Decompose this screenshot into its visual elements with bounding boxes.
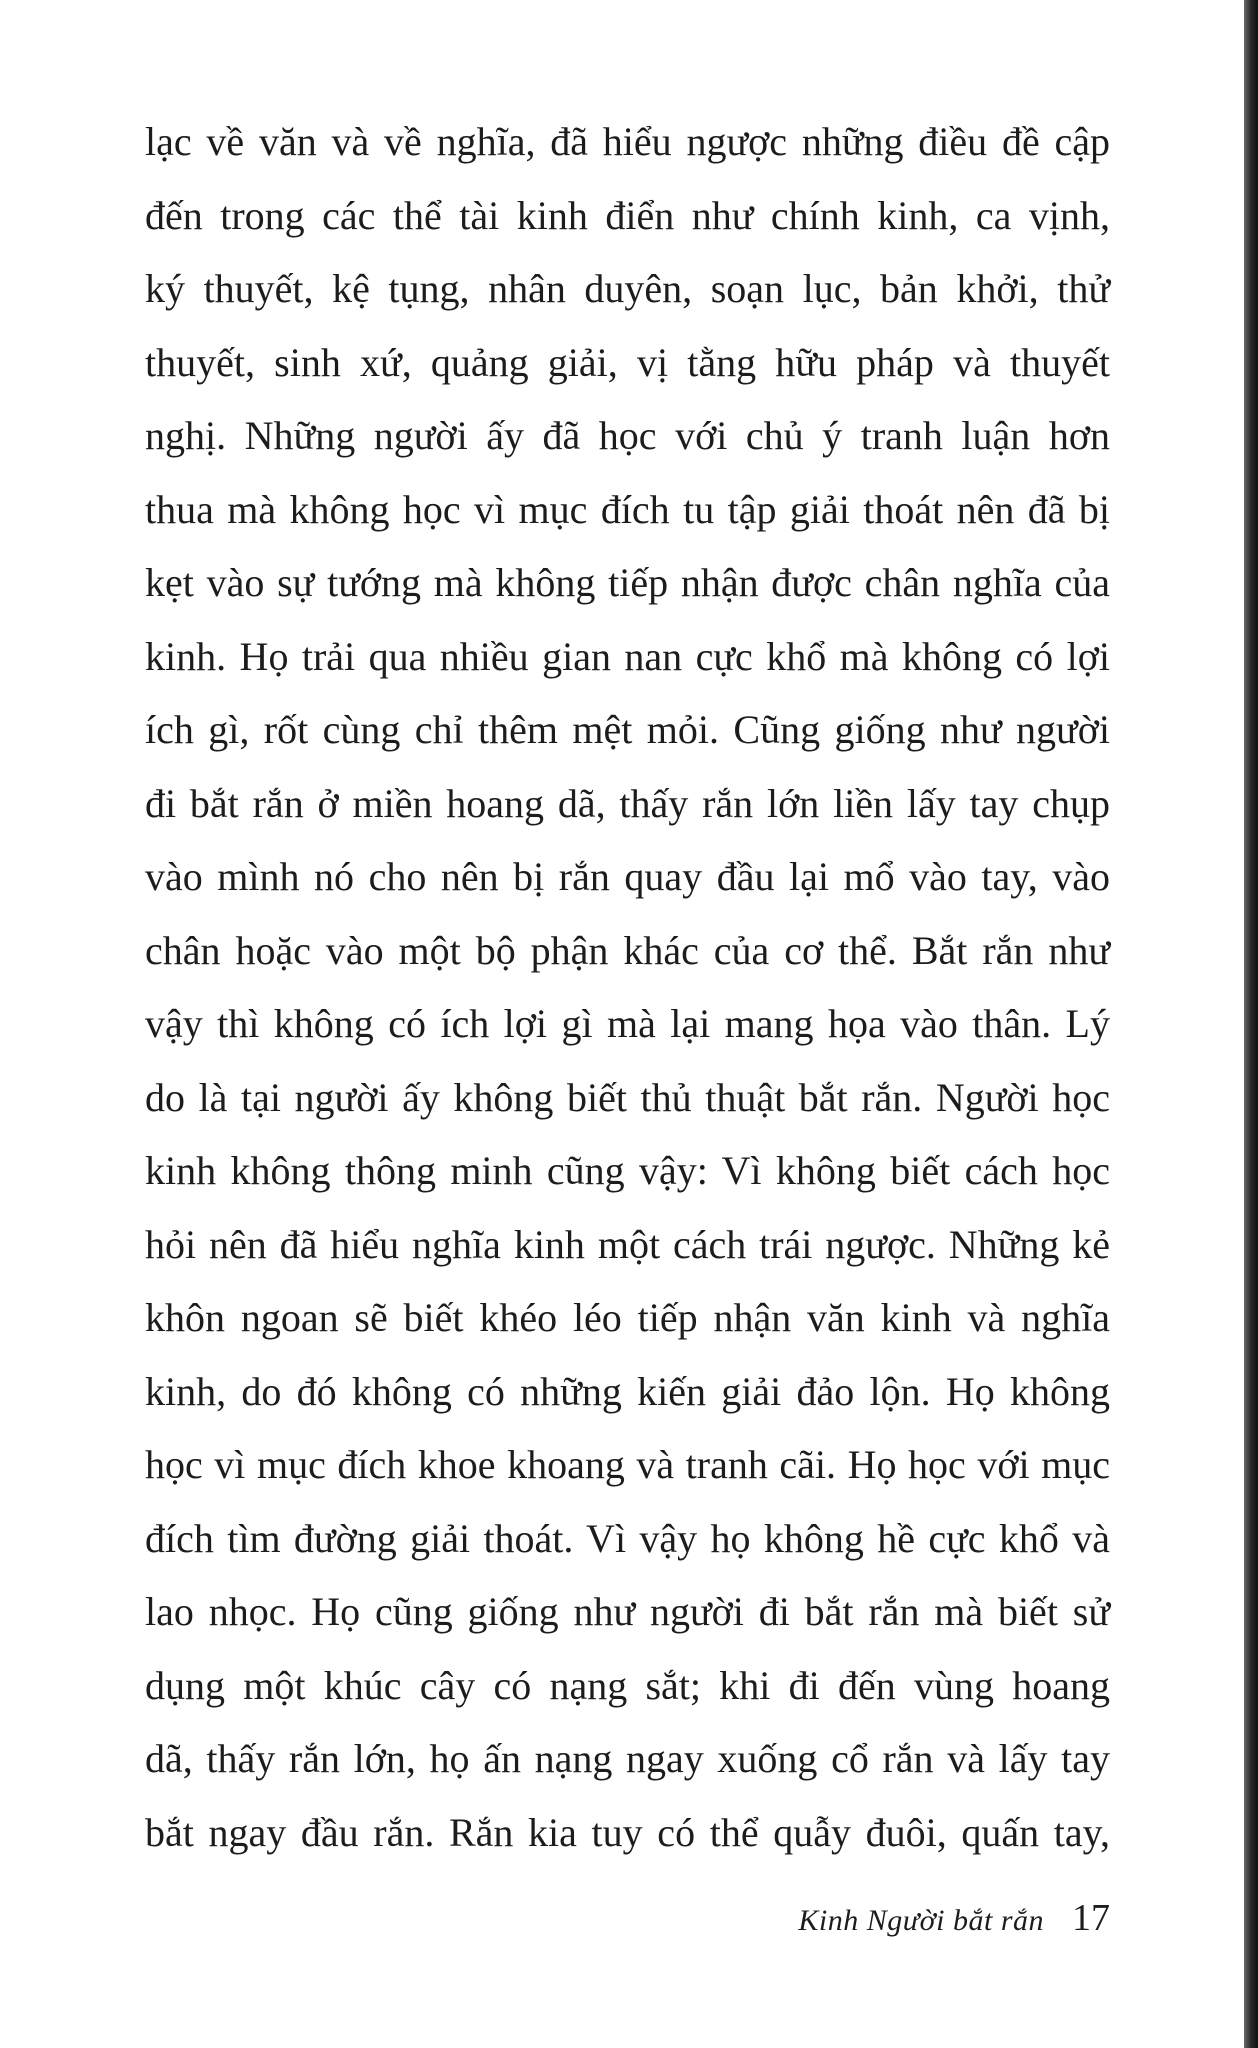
text-line: chân hoặc vào một bộ phận khác của cơ thể. Bắt rắn như xyxy=(145,927,1110,973)
text-line: kinh. Họ trải qua nhiều gian nan cực khổ mà không có lợi xyxy=(145,633,1110,679)
text-line: thua mà không học vì mục đích tu tập giải thoát nên đã bị xyxy=(145,486,1110,532)
text-line: lạc về văn và về nghĩa, đã hiểu ngược những điều đề cập xyxy=(145,119,1110,164)
text-line: do là tại người ấy không biết thủ thuật bắt rắn. Người học xyxy=(145,1074,1110,1120)
body-text xyxy=(145,105,1110,1869)
text-line: đến trong các thể tài kinh điển như chính kinh, ca vịnh, xyxy=(145,192,1110,238)
text-line: nghị. Những người ấy đã học với chủ ý tranh luận hơn xyxy=(145,413,1110,458)
text-line: bắt ngay đầu rắn. Rắn kia tuy có thể quẫy đuôi, quấn tay, xyxy=(145,1809,1110,1855)
text-line: đi bắt rắn ở miền hoang dã, thấy rắn lớn liền lấy tay chụp xyxy=(145,780,1110,826)
text-line: đích tìm đường giải thoát. Vì vậy họ không hề cực khổ và xyxy=(145,1515,1110,1561)
text-line: khôn ngoan sẽ biết khéo léo tiếp nhận văn kinh và nghĩa xyxy=(145,1295,1110,1340)
text-line: kinh, do đó không có những kiến giải đảo lộn. Họ không xyxy=(145,1368,1110,1414)
page-footer xyxy=(700,1896,1110,1956)
text-line: vào mình nó cho nên bị rắn quay đầu lại mổ vào tay, vào xyxy=(145,854,1110,899)
page-number: 17 xyxy=(1072,1897,1110,1939)
text-line: ký thuyết, kệ tụng, nhân duyên, soạn lục, bản khởi, thử xyxy=(145,266,1110,311)
scan-edge-shadow xyxy=(1244,0,1258,2048)
text-line: ích gì, rốt cùng chỉ thêm mệt mỏi. Cũng giống như người xyxy=(145,707,1110,752)
text-line: thuyết, sinh xứ, quảng giải, vị tằng hữu pháp và thuyết xyxy=(145,339,1110,385)
text-line: hỏi nên đã hiểu nghĩa kinh một cách trái ngược. Những kẻ xyxy=(145,1221,1110,1267)
text-line: kẹt vào sự tướng mà không tiếp nhận được chân nghĩa của xyxy=(145,560,1110,605)
text-line: dã, thấy rắn lớn, họ ấn nạng ngay xuống cổ rắn và lấy tay xyxy=(145,1736,1110,1781)
text-line: vậy thì không có ích lợi gì mà lại mang họa vào thân. Lý xyxy=(145,1001,1110,1046)
text-line: học vì mục đích khoe khoang và tranh cãi. Họ học với mục xyxy=(145,1442,1110,1487)
text-line: dụng một khúc cây có nạng sắt; khi đi đến vùng hoang xyxy=(145,1662,1110,1708)
running-title: Kinh Người bắt rắn xyxy=(798,1904,1044,1937)
text-line: kinh không thông minh cũng vậy: Vì không biết cách học xyxy=(145,1148,1110,1193)
text-line: lao nhọc. Họ cũng giống như người đi bắt rắn mà biết sử xyxy=(145,1589,1110,1634)
